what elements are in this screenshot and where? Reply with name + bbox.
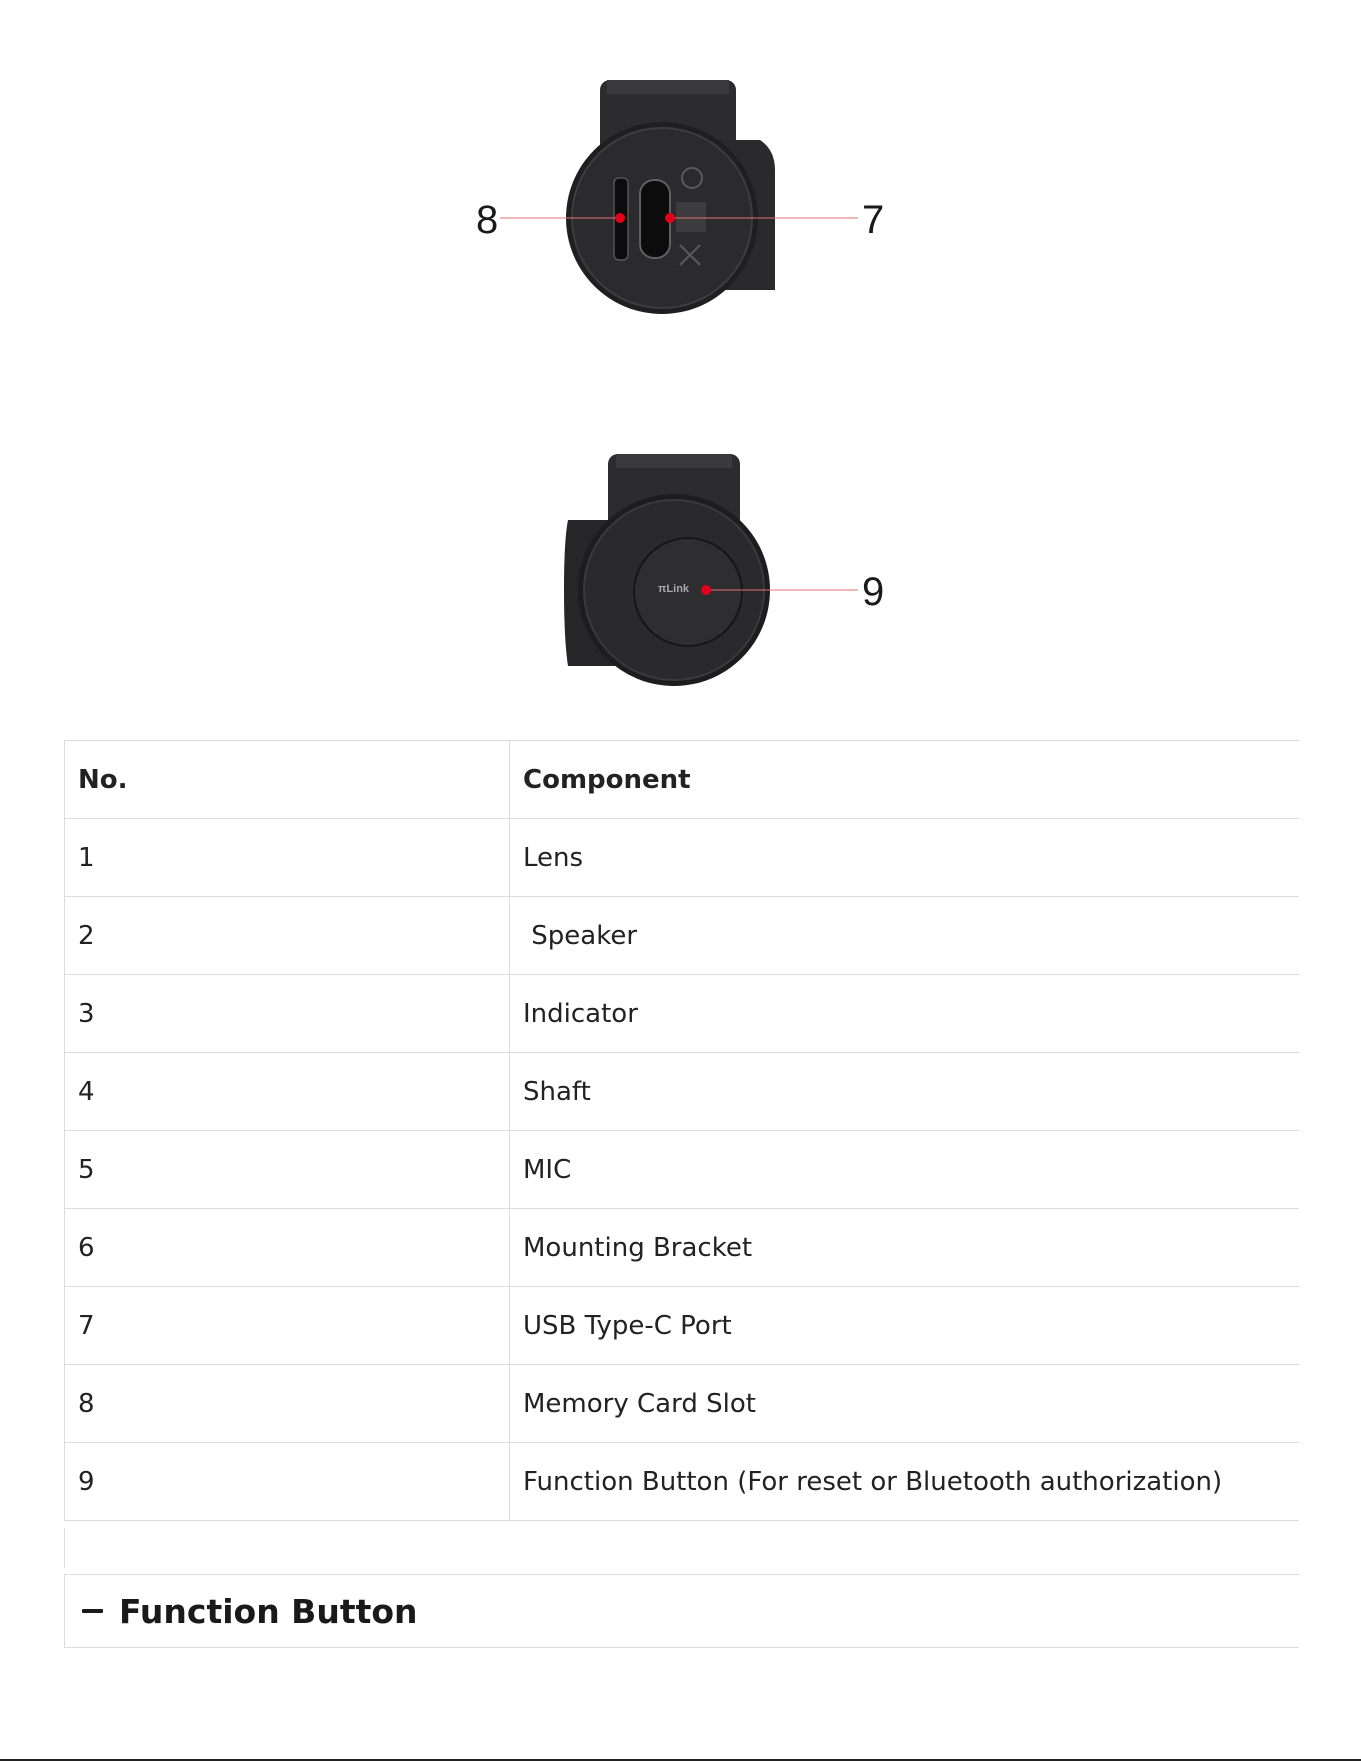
- callout-label-9: 9: [862, 570, 885, 614]
- table-row: [65, 1053, 1300, 1131]
- function-button-section-toggle[interactable]: [64, 1574, 1299, 1648]
- callout-label-7: 7: [862, 198, 885, 242]
- callout-label-8: 8: [476, 198, 499, 242]
- table-row: [65, 975, 1300, 1053]
- device-bottom-view-image: [0, 0, 1361, 340]
- cell-component: USB Type-C Port: [510, 1287, 1300, 1365]
- section-title: Function Button: [119, 1591, 418, 1631]
- brand-logo-text: πLink: [658, 583, 690, 595]
- callout-marker-8: [615, 213, 625, 223]
- cell-component: Shaft: [510, 1053, 1300, 1131]
- cell-number: 3: [65, 975, 510, 1053]
- table-row: [65, 819, 1300, 897]
- cell-number: 9: [65, 1443, 510, 1521]
- divider: [64, 1528, 65, 1568]
- table-row: [65, 1131, 1300, 1209]
- column-header-component: Component: [510, 741, 1300, 819]
- components-table: [64, 740, 1299, 1521]
- cell-number: 8: [65, 1365, 510, 1443]
- column-header-number: No.: [65, 741, 510, 819]
- cell-component: MIC: [510, 1131, 1300, 1209]
- cell-component: Lens: [510, 819, 1300, 897]
- cell-component: Mounting Bracket: [510, 1209, 1300, 1287]
- cell-component: Function Button (For reset or Bluetooth authorization): [510, 1443, 1300, 1521]
- table-row: [65, 1209, 1300, 1287]
- table-row: [65, 1365, 1300, 1443]
- device-bottom-view-figure: [0, 0, 1361, 340]
- cell-component: Indicator: [510, 975, 1300, 1053]
- minus-icon[interactable]: [82, 1609, 103, 1613]
- cell-number: 6: [65, 1209, 510, 1287]
- device-back-view-figure: [0, 440, 1361, 690]
- table-row: [65, 1287, 1300, 1365]
- table-header-row: [65, 741, 1300, 819]
- cell-number: 1: [65, 819, 510, 897]
- cell-number: 2: [65, 897, 510, 975]
- cell-number: 7: [65, 1287, 510, 1365]
- cell-number: 4: [65, 1053, 510, 1131]
- cell-component: Speaker: [510, 897, 1300, 975]
- callout-marker-9: [701, 585, 711, 595]
- table-row: [65, 1443, 1300, 1521]
- callout-marker-7: [665, 213, 675, 223]
- cell-component: Memory Card Slot: [510, 1365, 1300, 1443]
- cell-number: 5: [65, 1131, 510, 1209]
- table-row: [65, 897, 1300, 975]
- device-back-view-image: [0, 440, 1361, 690]
